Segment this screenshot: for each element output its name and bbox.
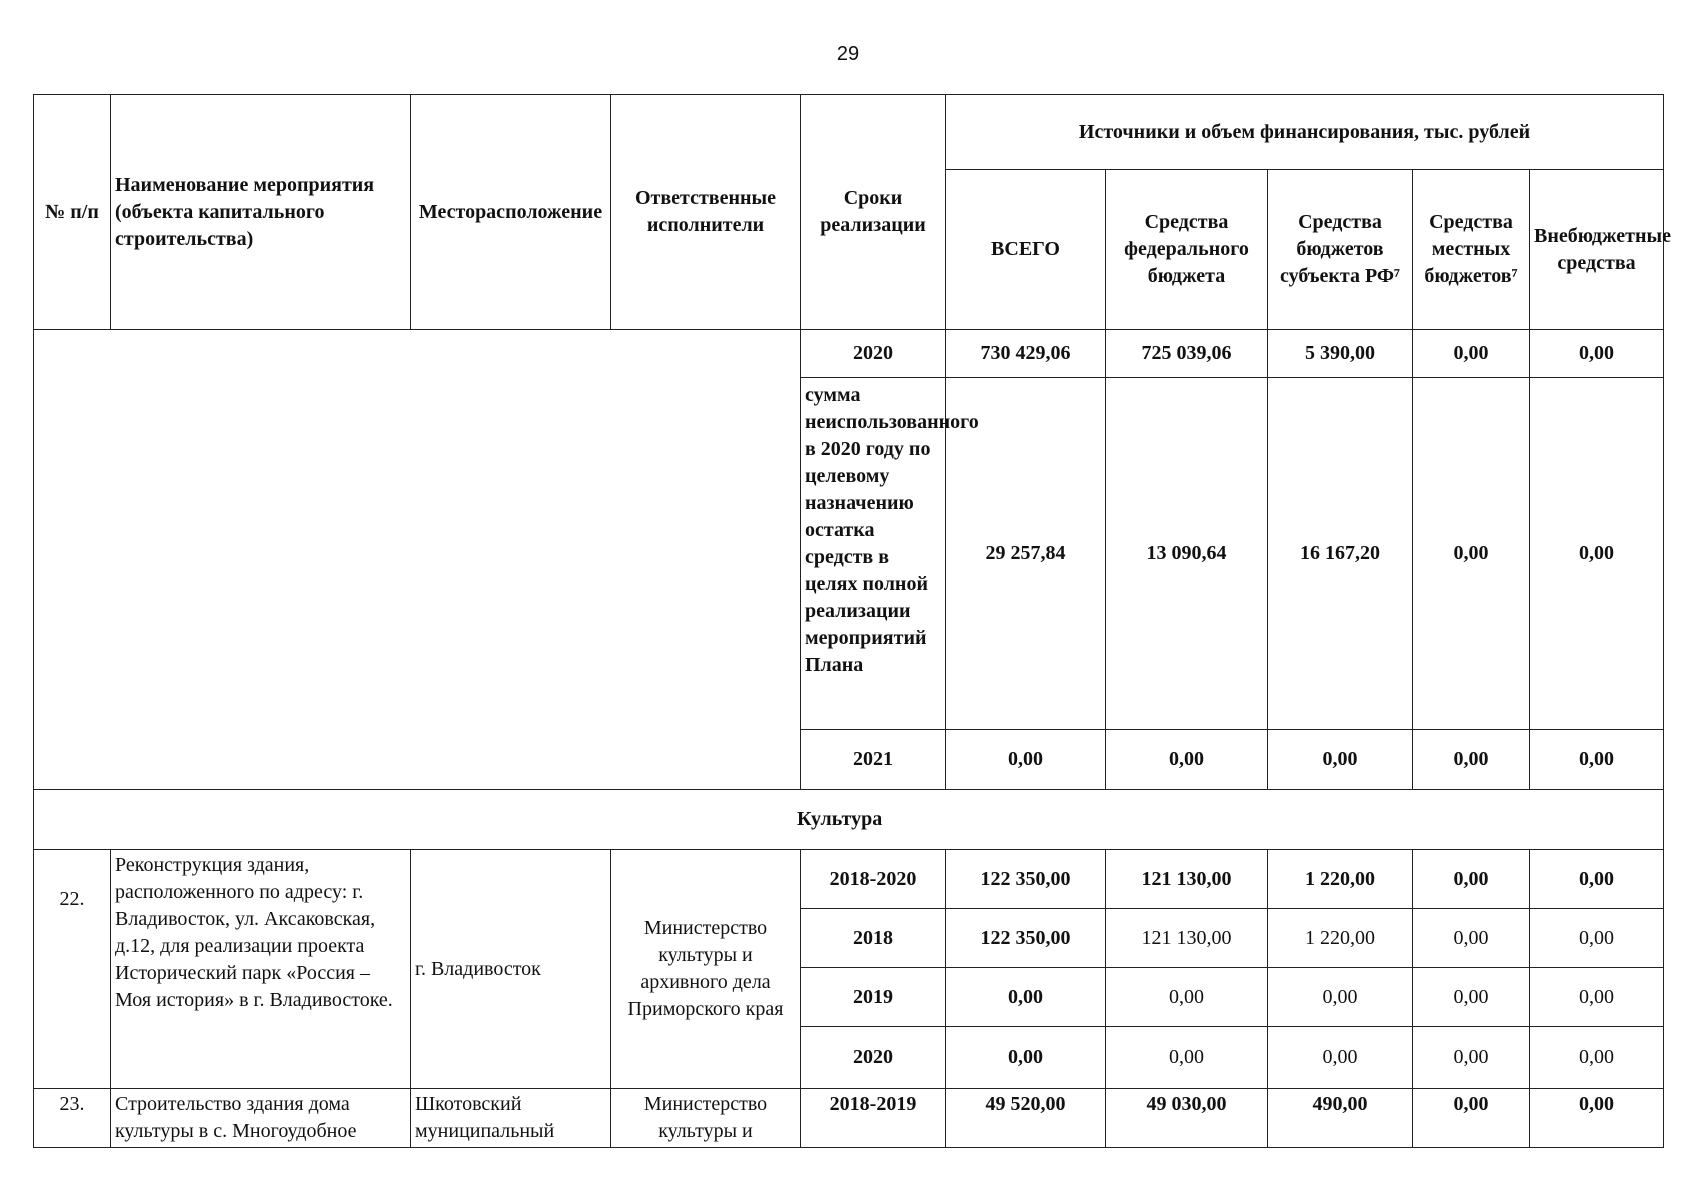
term-cell: 2020 (801, 1027, 946, 1089)
federal-cell: 0,00 (1106, 730, 1268, 790)
header-federal: Средства федерального бюджета (1106, 170, 1268, 330)
subject-cell: 5 390,00 (1268, 330, 1413, 378)
header-terms: Сроки реализации (801, 95, 946, 330)
term-cell: 2020 (801, 330, 946, 378)
subject-cell: 1 220,00 (1268, 850, 1413, 909)
offbudget-cell: 0,00 (1530, 1089, 1664, 1148)
total-cell: 730 429,06 (946, 330, 1106, 378)
local-cell: 0,00 (1413, 850, 1530, 909)
local-cell: 0,00 (1413, 730, 1530, 790)
table-row (34, 850, 1664, 909)
subject-cell: 1 220,00 (1268, 909, 1413, 968)
item-location: г. Владивосток (411, 850, 611, 1089)
local-cell: 0,00 (1413, 909, 1530, 968)
subject-cell: 0,00 (1268, 1027, 1413, 1089)
header-offbudget: Внебюджетные средства (1530, 170, 1664, 330)
item-executor: Министерство культуры и (611, 1089, 801, 1148)
local-cell: 0,00 (1413, 378, 1530, 730)
local-cell: 0,00 (1413, 1027, 1530, 1089)
table-row (34, 330, 1664, 378)
federal-cell: 0,00 (1106, 968, 1268, 1027)
item-number: 23. (34, 1089, 111, 1148)
header-location: Месторасположение (411, 95, 611, 330)
header-name: Наименование мероприятия (объекта капитального строительства) (111, 95, 411, 330)
total-cell: 122 350,00 (946, 850, 1106, 909)
subject-cell: 0,00 (1268, 968, 1413, 1027)
header-total: ВСЕГО (946, 170, 1106, 330)
federal-cell: 121 130,00 (1106, 909, 1268, 968)
term-cell: 2021 (801, 730, 946, 790)
term-cell: 2018 (801, 909, 946, 968)
offbudget-cell: 0,00 (1530, 968, 1664, 1027)
total-cell: 0,00 (946, 1027, 1106, 1089)
header-num: № п/п (34, 95, 111, 330)
offbudget-cell: 0,00 (1530, 730, 1664, 790)
item-location: Шкотовский муниципальный (411, 1089, 611, 1148)
offbudget-cell: 0,00 (1530, 909, 1664, 968)
offbudget-cell: 0,00 (1530, 850, 1664, 909)
offbudget-cell: 0,00 (1530, 1027, 1664, 1089)
page-number: 29 (836, 43, 860, 65)
item-name: Строительство здания дома культуры в с. Многоудобное (111, 1089, 411, 1148)
header-sources: Источники и объем финансирования, тыс. рублей (946, 95, 1664, 170)
total-cell: 0,00 (946, 968, 1106, 1027)
item-name: Реконструкция здания, расположенного по адресу: г. Владивосток, ул. Аксаковская, д.12, для реализации проекта Исторический парк «Россия – Моя история» в г. Владивостоке. (111, 850, 411, 1089)
total-cell: 122 350,00 (946, 909, 1106, 968)
table-row (34, 1089, 1664, 1148)
local-cell: 0,00 (1413, 968, 1530, 1027)
federal-cell: 725 039,06 (1106, 330, 1268, 378)
federal-cell: 0,00 (1106, 1027, 1268, 1089)
subject-cell: 490,00 (1268, 1089, 1413, 1148)
term-cell: сумма неиспользованного в 2020 году по целевому назначению остатка средств в целях полной реализации мероприятий Плана (801, 378, 946, 730)
item-executor: Министерство культуры и архивного дела Приморского края (611, 850, 801, 1089)
total-cell: 0,00 (946, 730, 1106, 790)
federal-cell: 13 090,64 (1106, 378, 1268, 730)
offbudget-cell: 0,00 (1530, 378, 1664, 730)
total-cell: 49 520,00 (946, 1089, 1106, 1148)
local-cell: 0,00 (1413, 330, 1530, 378)
term-cell: 2018-2020 (801, 850, 946, 909)
total-cell: 29 257,84 (946, 378, 1106, 730)
subject-cell: 0,00 (1268, 730, 1413, 790)
local-cell: 0,00 (1413, 1089, 1530, 1148)
term-cell: 2018-2019 (801, 1089, 946, 1148)
subject-cell: 16 167,20 (1268, 378, 1413, 730)
item-number: 22. (34, 850, 111, 1089)
section-title: Культура (34, 790, 1664, 850)
empty-merged-cell (34, 330, 801, 790)
federal-cell: 49 030,00 (1106, 1089, 1268, 1148)
header-subject: Средства бюджетов субъекта РФ⁷ (1268, 170, 1413, 330)
offbudget-cell: 0,00 (1530, 330, 1664, 378)
term-cell: 2019 (801, 968, 946, 1027)
financing-table (33, 94, 1671, 1148)
federal-cell: 121 130,00 (1106, 850, 1268, 909)
header-local: Средства местных бюджетов⁷ (1413, 170, 1530, 330)
header-executors: Ответственные исполнители (611, 95, 801, 330)
